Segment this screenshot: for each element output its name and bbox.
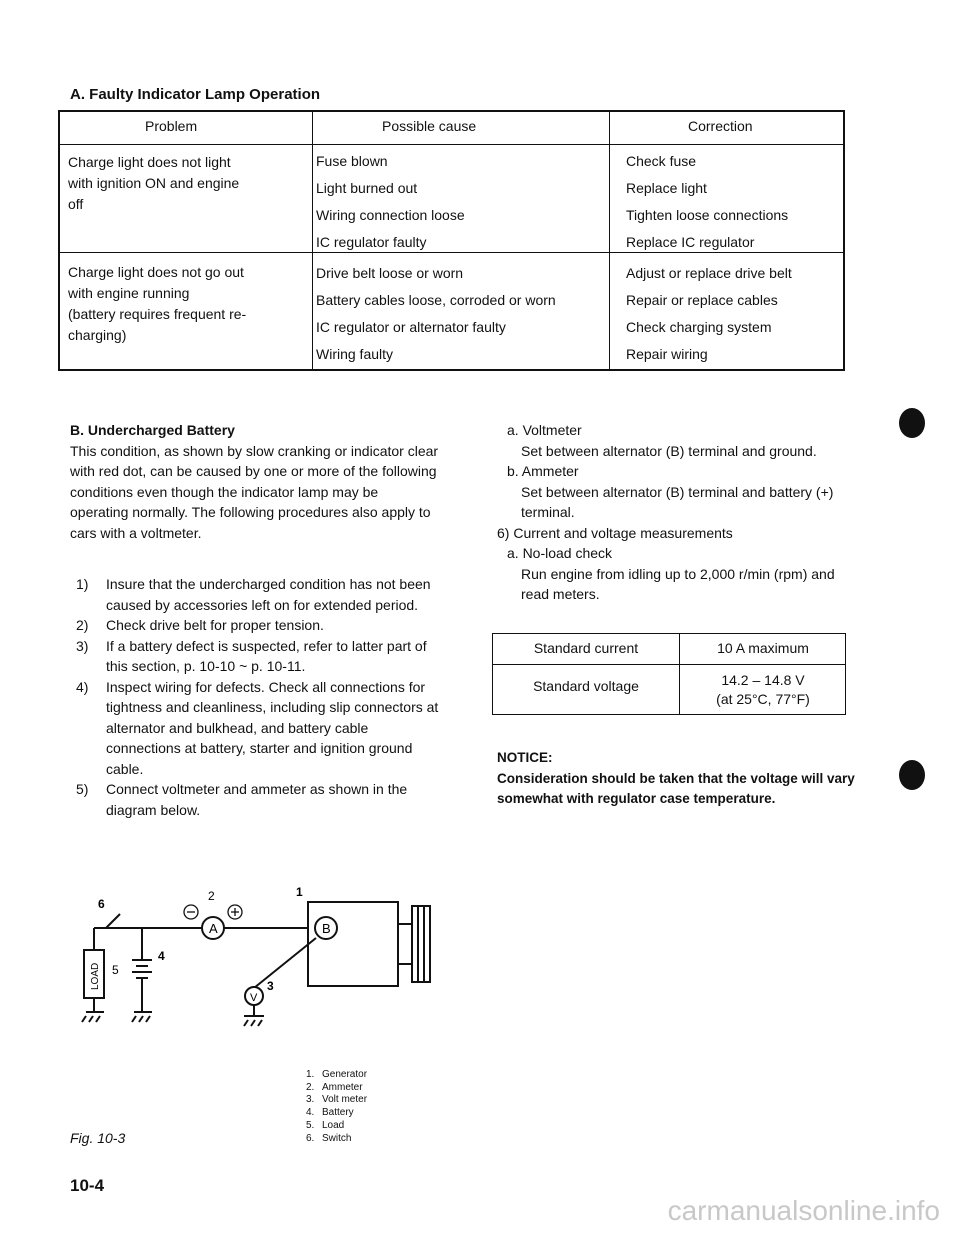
diagram-legend (306, 1069, 367, 1145)
list-item: 3) If a battery defect is suspected, refer to latter part of this section, p. 10-10 ~ p. 10-11. (76, 637, 427, 674)
section-b-intro: This condition, as shown by slow cranking or indicator clear with red dot, can be caused by one or more of the following conditions even though the indicator lamp may be operating normally. The following procedures also apply to cars with a voltmeter. (70, 442, 439, 541)
spec-voltage-label: Standard voltage (533, 678, 639, 694)
callout-3: 3 (267, 979, 274, 993)
voltmeter-label: a. Voltmeter (507, 422, 582, 438)
ammeter-letter: A (209, 921, 218, 936)
callout-4: 4 (158, 949, 165, 963)
generator-terminal-letter: B (322, 921, 331, 936)
list-item: 4) Inspect wiring for defects. Check all connections for tightness and cleanliness, including slip connectors at alternator and bulkhead, and battery cable connections at battery, starter and ignition ground cable. (76, 678, 439, 777)
faulty-lamp-table (58, 110, 845, 371)
section-b (70, 420, 440, 543)
spec-current-label: Standard current (533, 640, 639, 656)
figure-caption: Fig. 10-3 (70, 1130, 126, 1146)
spec-voltage-value: 14.2 – 14.8 V (at 25°C, 77°F) (716, 672, 810, 707)
section-b-title: B. Undercharged Battery (70, 422, 235, 438)
callout-5: 5 (112, 963, 119, 977)
list-item: 5) Connect voltmeter and ammeter as shown in the diagram below. (76, 781, 408, 818)
notice-text: Consideration should be taken that the voltage will vary somewhat with regulator case temperature. (497, 770, 855, 806)
callout-6: 6 (98, 897, 105, 911)
procedure-list (76, 574, 441, 820)
header-problem: Problem (145, 118, 198, 134)
noload-text: Run engine from idling up to 2,000 r/min (rpm) and read meters. (521, 565, 835, 602)
notice-title: NOTICE: (497, 750, 553, 765)
table-row-1-problem: Charge light does not light with ignition ON and engine off (68, 154, 240, 212)
section-a-title: A. Faulty Indicator Lamp Operation (70, 86, 321, 103)
table-row-1-corrections: Check fuse Replace light Tighten loose connections Replace IC regulator (626, 153, 789, 250)
list-item: 1. Generator (306, 1069, 368, 1080)
margin-dot (899, 760, 925, 790)
table-row-2-corrections: Adjust or replace drive belt Repair or replace cables Check charging system Repair wiring (626, 265, 792, 362)
page-number: 10-4 (70, 1176, 105, 1195)
ammeter-label: b. Ammeter (507, 463, 579, 479)
header-correction: Correction (688, 118, 753, 134)
voltmeter-text: Set between alternator (B) terminal and ground. (521, 442, 817, 459)
list-item: 4. Battery (306, 1107, 354, 1119)
notice (497, 748, 857, 810)
table-header-row (60, 112, 843, 145)
margin-dot (899, 408, 925, 438)
callout-2: 2 (208, 889, 215, 903)
noload-label: a. No-load check (507, 545, 613, 561)
spec-current-value: 10 A maximum (717, 640, 809, 656)
load-label: LOAD (90, 962, 101, 990)
callout-1: 1 (296, 885, 303, 899)
list-item: 1) Insure that the undercharged condition has not been caused by accessories left on for extended period. (76, 576, 431, 613)
list-item: 3. Volt meter (306, 1094, 368, 1106)
list-item: 2) Check drive belt for proper tension. (76, 617, 324, 633)
ammeter-text: Set between alternator (B) terminal and battery (+) terminal. (521, 483, 834, 520)
charging-circuit-diagram (78, 880, 438, 1040)
list-item: 6. Switch (306, 1132, 352, 1144)
list-item: 5. Load (306, 1119, 345, 1131)
step-6: 6) Current and voltage measurements (497, 524, 733, 541)
right-column (497, 420, 857, 605)
table-row-1-causes: Fuse blown Light burned out Wiring connection loose IC regulator faulty (316, 153, 465, 250)
spec-table (492, 633, 846, 715)
table-row-2-causes: Drive belt loose or worn Battery cables loose, corroded or worn IC regulator or alternator faulty Wiring faulty (316, 265, 556, 362)
header-cause: Possible cause (382, 118, 477, 134)
watermark: carmanualsonline.info (667, 1195, 940, 1226)
voltmeter-letter: V (250, 992, 258, 1004)
list-item: 2. Ammeter (306, 1081, 363, 1093)
table-row-2-problem: Charge light does not go out with engine running (battery requires frequent re- charging) (68, 264, 247, 343)
